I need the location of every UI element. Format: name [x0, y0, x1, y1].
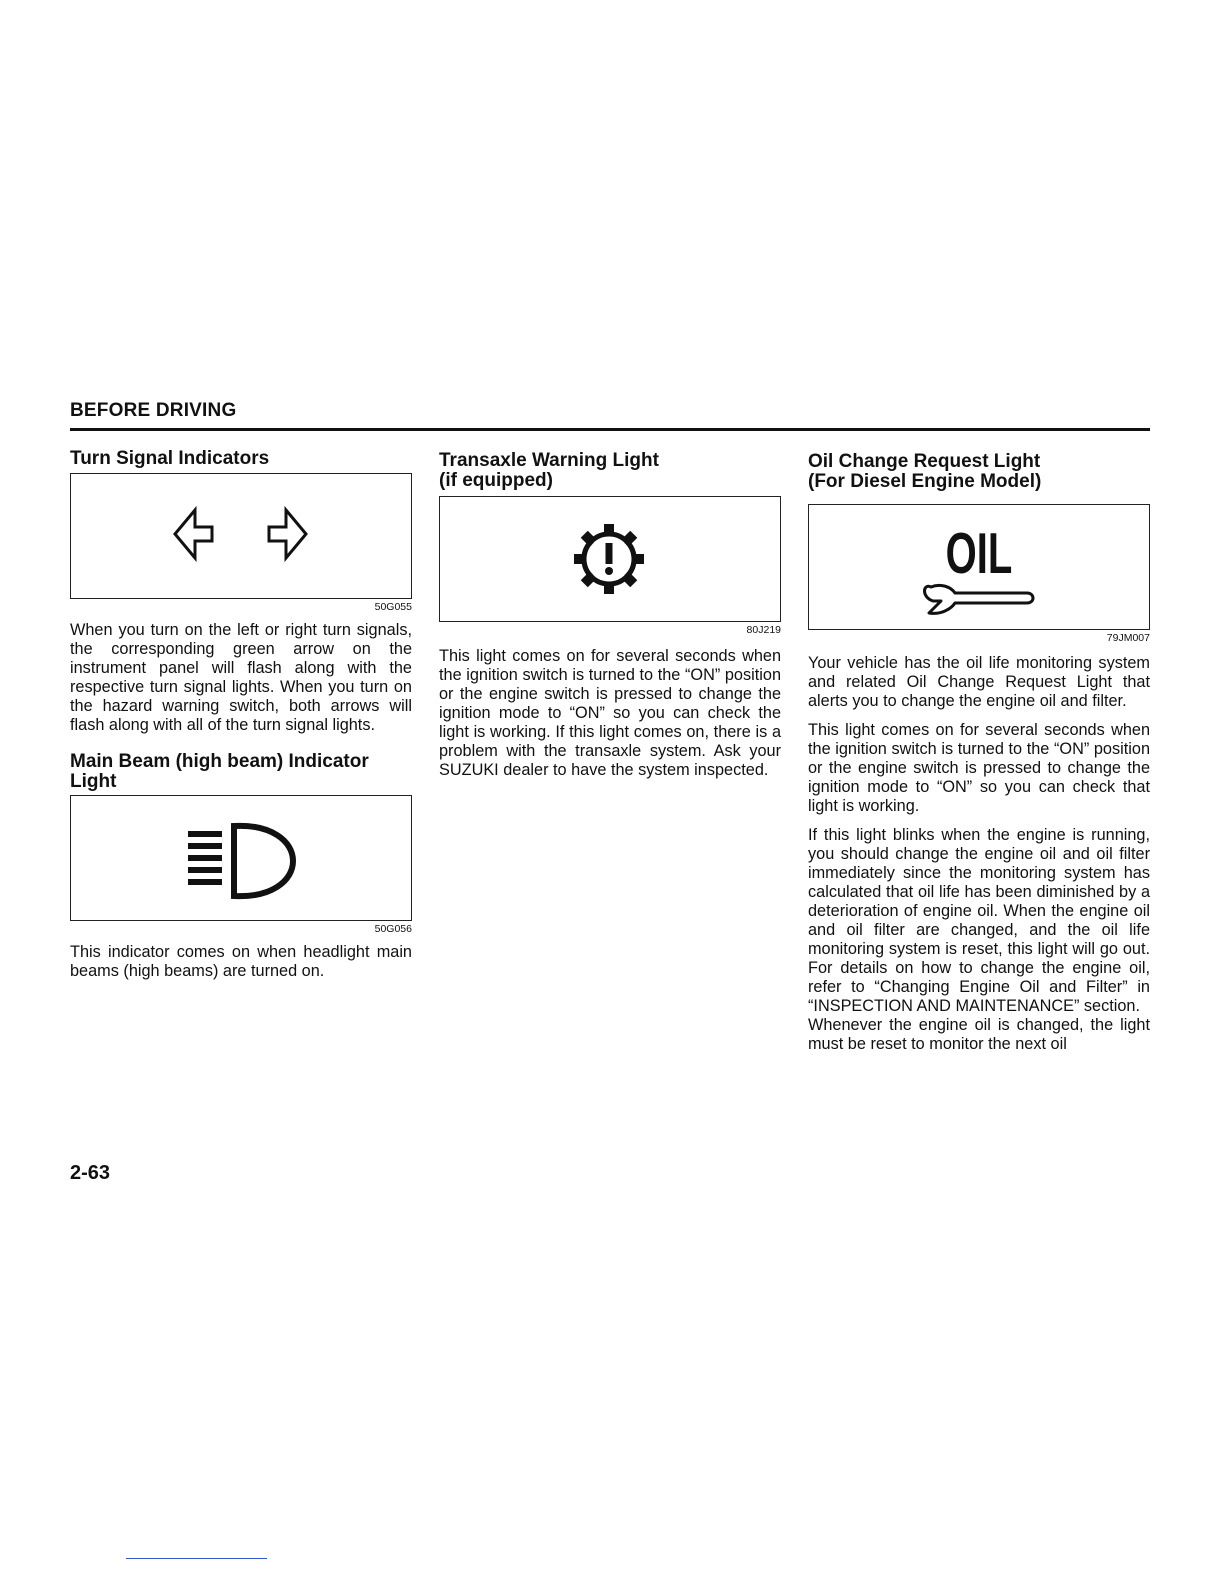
turn-signal-figure: [70, 473, 412, 599]
main-beam-heading-line1: Main Beam (high beam) Indicator: [70, 751, 369, 772]
main-beam-figure-code: 50G056: [374, 923, 412, 935]
transaxle-heading-line1: Transaxle Warning Light: [439, 450, 659, 471]
page-number: 2-63: [70, 1162, 111, 1184]
footer-line: [126, 1558, 267, 1559]
oil-change-para3: If this light blinks when the engine is running, you should change the engine oil and oil filter immediately since the monitoring system has calculated that oil life has been diminished by a deterioration of engine oil. When the engine oil and oil filter are changed, and the oil life monitoring system is reset, this light will go out. For details on how to change the engine oil, refer to “Changing Engine Oil and Filter” in “INSPECTION AND MAINTENANCE” section.: [808, 826, 1150, 1015]
transaxle-text: This light comes on for several seconds when the ignition switch is turned to the “ON” position or the engine switch is pressed to change the ignition mode to “ON” so you can check the light is working. If this light comes on, there is a problem with the transaxle system. Ask your SUZUKI dealer to have the system inspected.: [439, 647, 781, 779]
high-beam-icon: [71, 796, 410, 919]
transaxle-heading: [439, 451, 781, 491]
oil-change-heading: [808, 452, 1150, 492]
oil-change-heading-line2: (For Diesel Engine Model): [808, 471, 1042, 492]
column-left: [70, 449, 412, 981]
turn-signal-arrows-icon: [71, 474, 410, 597]
oil-change-figure-code: 79JM007: [1106, 632, 1150, 644]
main-beam-heading: [70, 752, 412, 792]
turn-signal-text: When you turn on the left or right turn signals, the corresponding green arrow on the instrument panel will flash along with the respective turn signal lights. When you turn on the hazard warning switch, both arrows will flash along with all of the turn signal lights.: [70, 621, 412, 734]
main-beam-text: This indicator comes on when headlight main beams (high beams) are turned on.: [70, 943, 412, 980]
turn-signal-heading: Turn Signal Indicators: [70, 448, 270, 469]
gear-warning-icon: [440, 497, 779, 620]
main-beam-heading-line2: Light: [70, 771, 117, 792]
oil-change-figure: [808, 504, 1150, 630]
oil-change-para4: Whenever the engine oil is changed, the light must be reset to monitor the next oil: [808, 1016, 1150, 1053]
section-header: BEFORE DRIVING: [70, 400, 237, 421]
turn-signal-figure-code: 50G055: [374, 601, 412, 613]
transaxle-figure-code: 80J219: [746, 624, 781, 636]
main-beam-figure: [70, 795, 412, 921]
column-middle: [439, 451, 781, 780]
header-rule: [70, 428, 1150, 431]
oil-icon-label: OIL: [945, 521, 1013, 586]
oil-change-para2: This light comes on for several seconds when the ignition switch is turned to the “ON” position or the engine switch is pressed to change the ignition mode to “ON” so you can check that light is working.: [808, 721, 1150, 815]
oil-wrench-icon: [809, 505, 1148, 628]
column-right: [808, 452, 1150, 1054]
oil-change-para1: Your vehicle has the oil life monitoring system and related Oil Change Request Light that alerts you to change the engine oil and filter.: [808, 654, 1150, 710]
transaxle-heading-line2: (if equipped): [439, 470, 553, 491]
transaxle-figure: [439, 496, 781, 622]
oil-change-heading-line1: Oil Change Request Light: [808, 451, 1041, 472]
